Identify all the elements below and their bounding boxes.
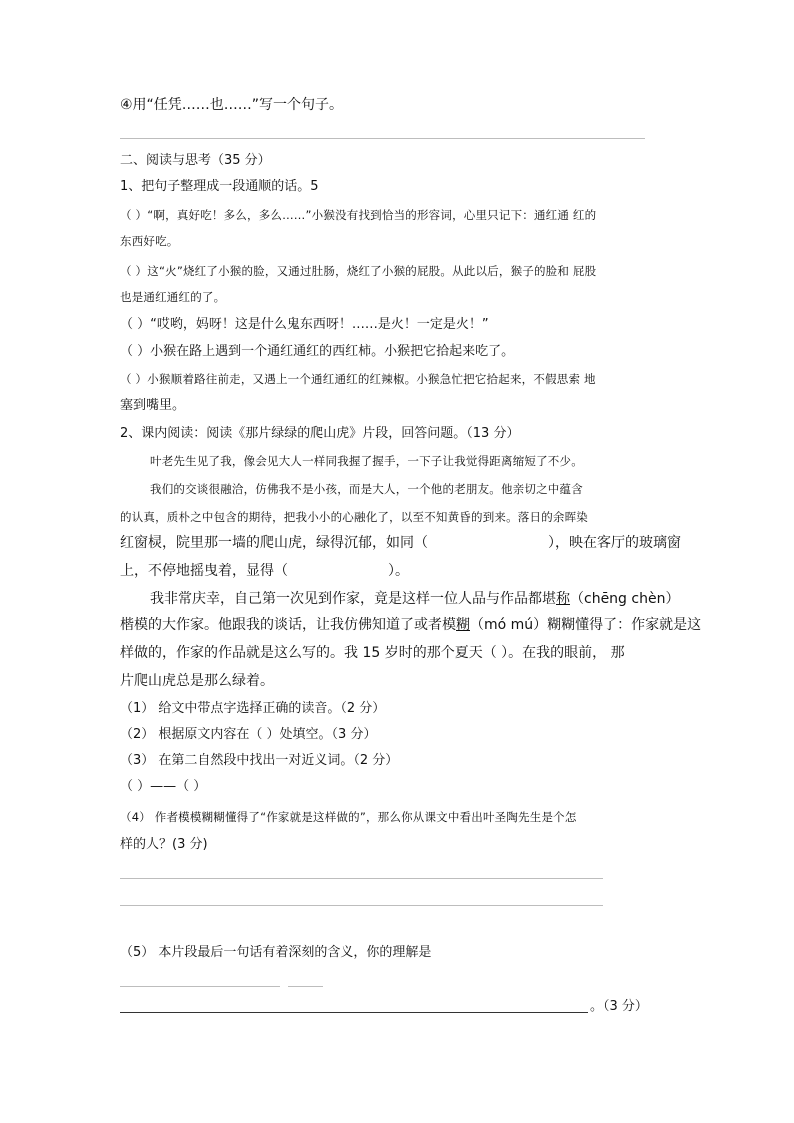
answer-line[interactable] — [120, 1012, 588, 1013]
sub-question-3: （3） 在第二自然段中找出一对近义词。（2 分） — [120, 753, 399, 768]
sub-question-2: （2） 根据原文内容在（ ）处填空。（3 分） — [120, 727, 377, 742]
dotted-char: 糊 — [456, 617, 470, 633]
passage-line: 叶老先生见了我，像会见大人一样同我握了握手，一下子让我觉得距离缩短了不少。 — [150, 454, 583, 468]
sentence-line: （ ）这“火”烧红了小猴的脸，又通过肚肠，烧红了小猴的屁股。从此以后，猴子的脸和 屁股 — [120, 264, 597, 278]
text: 楷模的大作家。他跟我的谈话，让我仿佛知道了或者模 — [120, 617, 456, 633]
question-4: ④用“任凭……也……”写一个句子。 — [120, 97, 344, 113]
answer-line[interactable] — [120, 986, 280, 987]
passage-line — [120, 562, 409, 580]
text: 我非常庆幸，自己第一次见到作家，竟是这样一位人品与作品都堪 — [150, 591, 556, 607]
sentence-line: （ ）“哎哟，妈呀！这是什么鬼东西呀！……是火！一定是火！” — [120, 317, 489, 332]
sub-question-4: （4） 作者模模糊糊懂得了“作家就是这样做的”，那么你从课文中看出叶圣陶先生是个怎 — [120, 810, 577, 824]
sentence-line: （ ）“啊，真好吃！多么，多么……”小猴没有找到恰当的形容词，心里只记下：通红通 红的 — [120, 208, 597, 222]
sentence-line: 也是通红通红的了。 — [120, 290, 226, 304]
answer-line[interactable] — [120, 138, 645, 139]
answer-line[interactable] — [120, 905, 603, 906]
passage-line: 我们的交谈很融洽，仿佛我不是小孩，而是大人，一个他的老朋友。他亲切之中蕴含 — [150, 482, 583, 496]
text: 上，不停地摇曳着，显得（ — [120, 563, 288, 579]
passage-line — [120, 534, 681, 552]
sub-question-4-cont: 样的人？(3 分) — [120, 837, 208, 852]
sub-question-1: （1） 给文中带点字选择正确的读音。（2 分） — [120, 701, 386, 716]
sentence-line: 东西好吃。 — [120, 234, 179, 248]
answer-line[interactable] — [288, 986, 323, 987]
dotted-char: 称 — [556, 591, 570, 607]
section-heading: 二、阅读与思考（35 分） — [120, 153, 271, 168]
passage-line — [150, 590, 679, 608]
text: ）。 — [388, 563, 409, 579]
item1-title: 1、把句子整理成一段通顺的话。5 — [120, 179, 319, 194]
item2-title: 2、课内阅读：阅读《那片绿绿的爬山虎》片段，回答问题。（13 分） — [120, 426, 520, 441]
text: （chēng chèn） — [570, 591, 680, 607]
sentence-line: （ ）小猴在路上遇到一个通红通红的西红柿。小猴把它拾起来吃了。 — [120, 344, 515, 359]
passage-line: 样做的，作家的作品就是这么写的。我 15 岁时的那个夏天（ ）。在我的眼前， 那 — [120, 645, 625, 661]
text: 红窗棂，院里那一墙的爬山虎，绿得沉郁，如同（ — [120, 535, 428, 551]
sentence-line: （ ）小猴顺着路往前走，又遇上一个通红通红的红辣椒。小猴急忙把它拾起来，不假思索 地 — [120, 372, 596, 386]
text: ），映在客厅的玻璃窗 — [548, 535, 681, 551]
sentence-line: 塞到嘴里。 — [120, 398, 186, 413]
synonym-blanks[interactable]: （ ）——（ ） — [120, 779, 207, 794]
passage-line — [120, 616, 701, 634]
answer-line[interactable] — [120, 878, 603, 879]
text: （mó mú）糊糊懂得了：作家就是这 — [470, 617, 702, 633]
points-label: 。（3 分） — [590, 999, 648, 1014]
passage-line: 的认真，质朴之中包含的期待，把我小小的心融化了，以至不知黄昏的到来。落日的余晖染 — [120, 510, 588, 524]
sub-question-5: （5） 本片段最后一句话有着深刻的含义，你的理解是 — [120, 945, 432, 960]
passage-line: 片爬山虎总是那么绿着。 — [120, 673, 274, 689]
